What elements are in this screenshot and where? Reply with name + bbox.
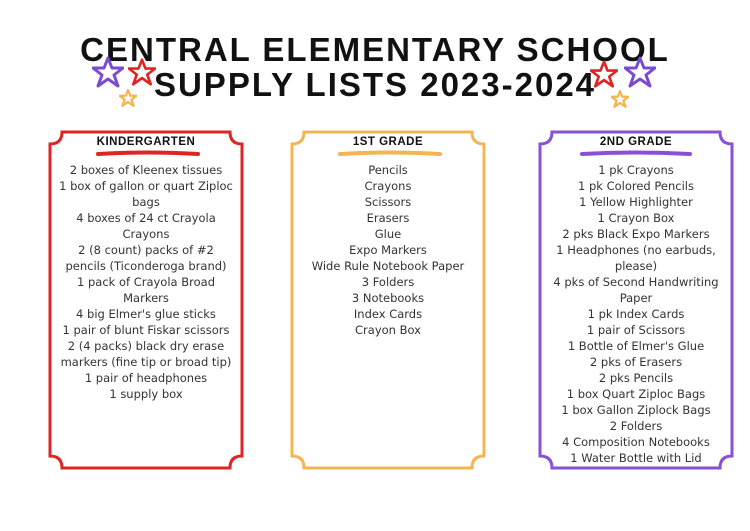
- list-item: 1 box Quart Ziploc Bags: [566, 387, 706, 401]
- list-item: 2 (4 packs) black dry erase markers (fine tip or broad tip): [60, 339, 232, 369]
- kindergarten-card: [48, 130, 244, 470]
- page-title-line-2: SUPPLY LISTS 2023-2024: [153, 66, 597, 103]
- list-item: 1 pair of blunt Fiskar scissors: [62, 323, 230, 337]
- list-item: 2 Folders: [609, 419, 663, 433]
- page-title-line-1: CENTRAL ELEMENTARY SCHOOL: [80, 31, 670, 68]
- second-grade-underline: [580, 150, 692, 158]
- list-item: 1 supply box: [109, 387, 183, 401]
- list-item: 4 Composition Notebooks: [562, 435, 710, 449]
- red-star-icon: [590, 60, 618, 88]
- list-item: 4 big Elmer's glue sticks: [76, 307, 216, 321]
- list-item: Crayons: [364, 179, 412, 193]
- list-item: 2 boxes of Kleenex tissues: [69, 163, 223, 177]
- yellow-star-icon: [611, 90, 629, 108]
- list-item: 1 box of gallon or quart Ziploc bags: [59, 179, 233, 209]
- kindergarten-list: [58, 162, 234, 402]
- second-grade-card: [538, 130, 734, 470]
- list-item: 1 pk Colored Pencils: [578, 179, 694, 193]
- first-grade-card: [290, 130, 486, 470]
- list-item: 1 pair of headphones: [84, 371, 208, 385]
- list-item: Pencils: [368, 163, 408, 177]
- list-item: 1 pk Index Cards: [587, 307, 685, 321]
- list-item: 1 Headphones (no earbuds, please): [556, 243, 716, 273]
- list-item: Scissors: [364, 195, 412, 209]
- red-star-icon: [128, 58, 156, 86]
- first-grade-underline: [338, 150, 442, 158]
- first-grade-title: 1ST GRADE: [352, 136, 424, 148]
- list-item: 1 pk Crayons: [598, 163, 674, 177]
- list-item: Crayon Box: [355, 323, 421, 337]
- list-item: 1 Water Bottle with Lid: [570, 451, 702, 465]
- list-item: Glue: [374, 227, 402, 241]
- list-item: Index Cards: [353, 307, 423, 321]
- list-item: 1 pair of Scissors: [586, 323, 686, 337]
- list-item: Expo Markers: [349, 243, 427, 257]
- second-grade-title: 2ND GRADE: [599, 136, 673, 148]
- kindergarten-title: KINDERGARTEN: [96, 136, 196, 148]
- list-item: Erasers: [366, 211, 410, 225]
- kindergarten-underline: [96, 150, 200, 158]
- purple-star-icon: [92, 56, 124, 88]
- list-item: 2 (8 count) packs of #2 pencils (Ticonderoga brand): [65, 243, 227, 273]
- list-item: 3 Folders: [361, 275, 415, 289]
- list-item: 1 pack of Crayola Broad Markers: [77, 275, 215, 305]
- second-grade-list: [542, 162, 730, 466]
- list-item: 2 pks Black Expo Markers: [562, 227, 710, 241]
- yellow-star-icon: [119, 89, 137, 107]
- first-grade-list: [300, 162, 476, 338]
- list-item: 3 Notebooks: [351, 291, 425, 305]
- list-item: Wide Rule Notebook Paper: [311, 259, 465, 273]
- purple-star-icon: [624, 56, 656, 88]
- list-item: 1 Yellow Highlighter: [579, 195, 693, 209]
- list-item: 4 pks of Second Handwriting Paper: [553, 275, 719, 305]
- list-item: 4 boxes of 24 ct Crayola Crayons: [76, 211, 216, 241]
- list-item: 1 Crayon Box: [597, 211, 675, 225]
- list-item: 2 pks of Erasers: [589, 355, 683, 369]
- list-item: 1 box Gallon Ziplock Bags: [561, 403, 711, 417]
- list-item: 2 pks Pencils: [598, 371, 674, 385]
- list-item: 1 Bottle of Elmer's Glue: [567, 339, 705, 353]
